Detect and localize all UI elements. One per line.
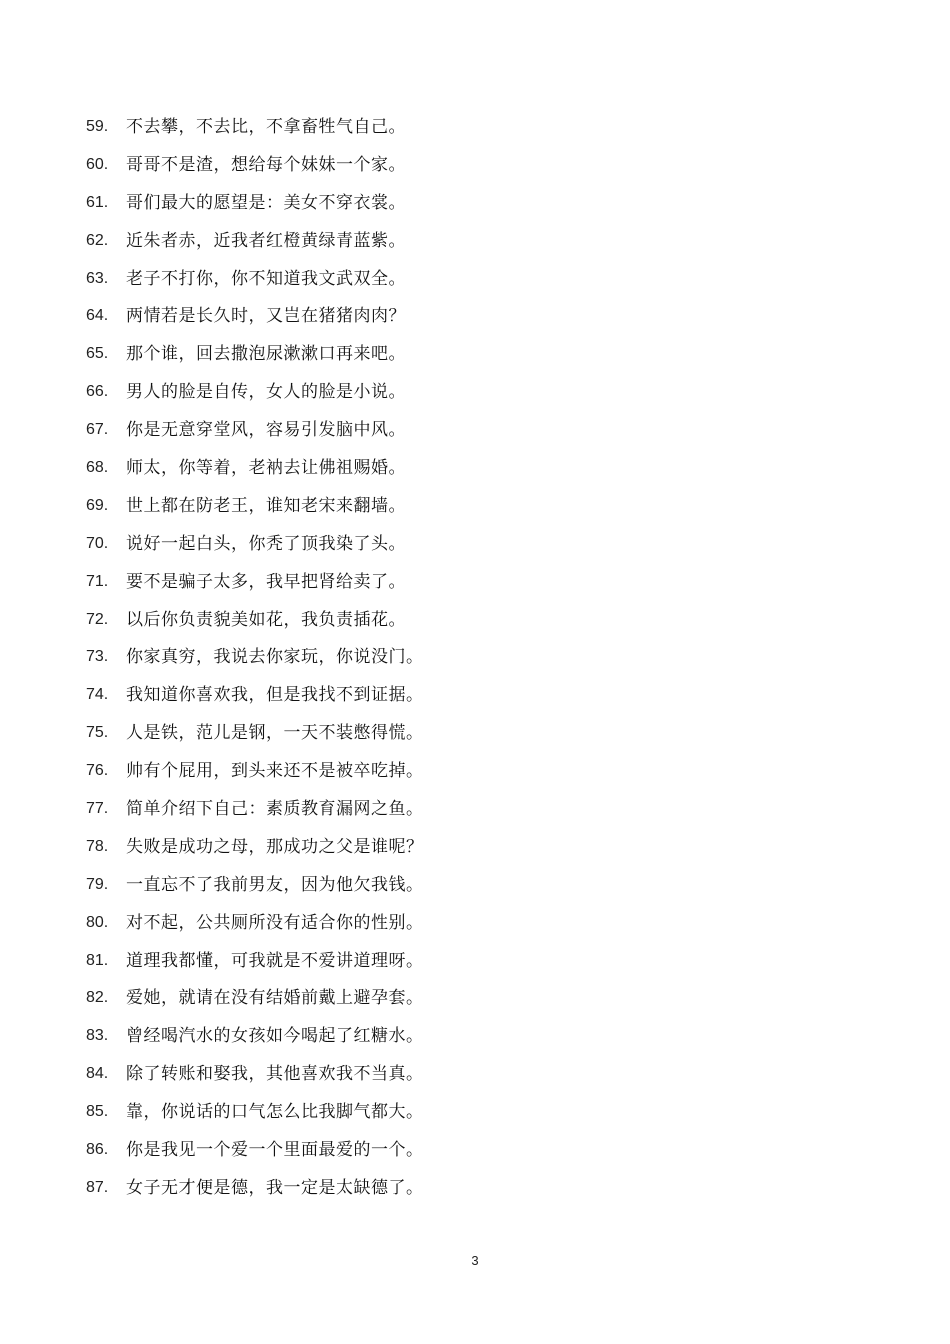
list-item (86, 756, 424, 794)
item-text: 近朱者赤，近我者红橙黄绿青蓝紫。 (126, 230, 406, 251)
list-item (86, 870, 424, 908)
item-text: 女子无才便是德，我一定是太缺德了。 (126, 1177, 424, 1198)
item-number: 75. (86, 724, 109, 742)
item-number: 61. (86, 193, 109, 211)
list-item (86, 150, 424, 188)
item-text: 师太，你等着，老衲去让佛祖赐婚。 (126, 458, 406, 479)
item-text: 道理我都懂，可我就是不爱讲道理呀。 (126, 950, 424, 971)
item-number: 73. (86, 648, 109, 666)
item-text: 曾经喝汽水的女孩如今喝起了红糖水。 (126, 1026, 424, 1047)
item-number: 70. (86, 534, 109, 552)
list-item (86, 339, 424, 377)
item-text: 失败是成功之母，那成功之父是谁呢？ (126, 836, 424, 857)
item-number: 63. (86, 269, 109, 287)
list-item (86, 832, 424, 870)
item-text: 我知道你喜欢我，但是我找不到证据。 (126, 685, 424, 706)
list-item (86, 946, 424, 984)
item-text: 老子不打你，你不知道我文武双全。 (126, 268, 406, 289)
item-text: 一直忘不了我前男友，因为他欠我钱。 (126, 874, 424, 895)
item-text: 不去攀，不去比，不拿畜牲气自己。 (126, 117, 406, 137)
list-item (86, 642, 424, 680)
item-number: 69. (86, 496, 109, 514)
page-number: 3 (471, 1253, 479, 1268)
item-text: 人是铁，范儿是钢，一天不装憋得慌。 (126, 723, 424, 744)
list-item (86, 529, 424, 567)
item-number: 84. (86, 1065, 109, 1083)
item-text: 哥们最大的愿望是：美女不穿衣裳。 (126, 192, 406, 213)
list-item (86, 1059, 424, 1097)
item-number: 66. (86, 383, 109, 401)
list-item (86, 1097, 424, 1135)
item-text: 世上都在防老王，谁知老宋来翻墙。 (126, 495, 406, 516)
item-number: 78. (86, 837, 109, 855)
list-item (86, 1135, 424, 1173)
list-item (86, 794, 424, 832)
item-number: 87. (86, 1178, 109, 1196)
list-item (86, 188, 424, 226)
list-item (86, 112, 424, 150)
item-text: 要不是骗子太多，我早把肾给卖了。 (126, 571, 406, 592)
list-item (86, 1173, 424, 1211)
list-item (86, 491, 424, 529)
item-number: 86. (86, 1141, 109, 1159)
list-item (86, 415, 424, 453)
numbered-list (86, 112, 424, 1211)
item-number: 82. (86, 989, 109, 1007)
item-text: 两情若是长久时，又岂在猪猪肉肉？ (126, 306, 406, 327)
list-item (86, 453, 424, 491)
item-text: 你是无意穿堂风，容易引发脑中风。 (126, 420, 406, 441)
item-number: 83. (86, 1027, 109, 1045)
item-number: 62. (86, 231, 109, 249)
item-number: 71. (86, 572, 109, 590)
item-text: 简单介绍下自己：素质教育漏网之鱼。 (126, 799, 424, 820)
list-item (86, 908, 424, 946)
item-number: 67. (86, 421, 109, 439)
item-text: 哥哥不是渣，想给每个妹妹一个家。 (126, 154, 406, 175)
item-number: 79. (86, 875, 109, 893)
item-text: 那个谁，回去撒泡尿漱漱口再来吧。 (126, 344, 406, 365)
item-text: 对不起，公共厕所没有适合你的性别。 (126, 912, 424, 933)
list-item (86, 226, 424, 264)
item-text: 以后你负责貌美如花，我负责插花。 (126, 609, 406, 630)
list-item (86, 718, 424, 756)
list-item (86, 377, 424, 415)
item-number: 65. (86, 345, 109, 363)
item-number: 85. (86, 1103, 109, 1121)
item-number: 59. (86, 118, 109, 135)
item-number: 77. (86, 800, 109, 818)
item-text: 你是我见一个爱一个里面最爱的一个。 (126, 1140, 424, 1161)
item-number: 60. (86, 155, 109, 173)
item-number: 80. (86, 913, 109, 931)
list-item (86, 264, 424, 302)
item-number: 74. (86, 686, 109, 704)
list-item (86, 301, 424, 339)
list-item (86, 605, 424, 643)
item-text: 男人的脸是自传，女人的脸是小说。 (126, 382, 406, 403)
item-number: 64. (86, 307, 109, 325)
item-text: 爱她，就请在没有结婚前戴上避孕套。 (126, 988, 424, 1009)
list-item (86, 567, 424, 605)
item-text: 说好一起白头，你秃了顶我染了头。 (126, 533, 406, 554)
item-number: 76. (86, 762, 109, 780)
list-item (86, 983, 424, 1021)
item-text: 帅有个屁用，到头来还不是被卒吃掉。 (126, 761, 424, 782)
list-item (86, 680, 424, 718)
item-number: 68. (86, 459, 109, 477)
item-number: 81. (86, 951, 109, 969)
list-item (86, 1021, 424, 1059)
item-text: 除了转账和娶我，其他喜欢我不当真。 (126, 1064, 424, 1085)
item-number: 72. (86, 610, 109, 628)
item-text: 靠，你说话的口气怎么比我脚气都大。 (126, 1102, 424, 1123)
item-text: 你家真穷，我说去你家玩，你说没门。 (126, 647, 424, 668)
